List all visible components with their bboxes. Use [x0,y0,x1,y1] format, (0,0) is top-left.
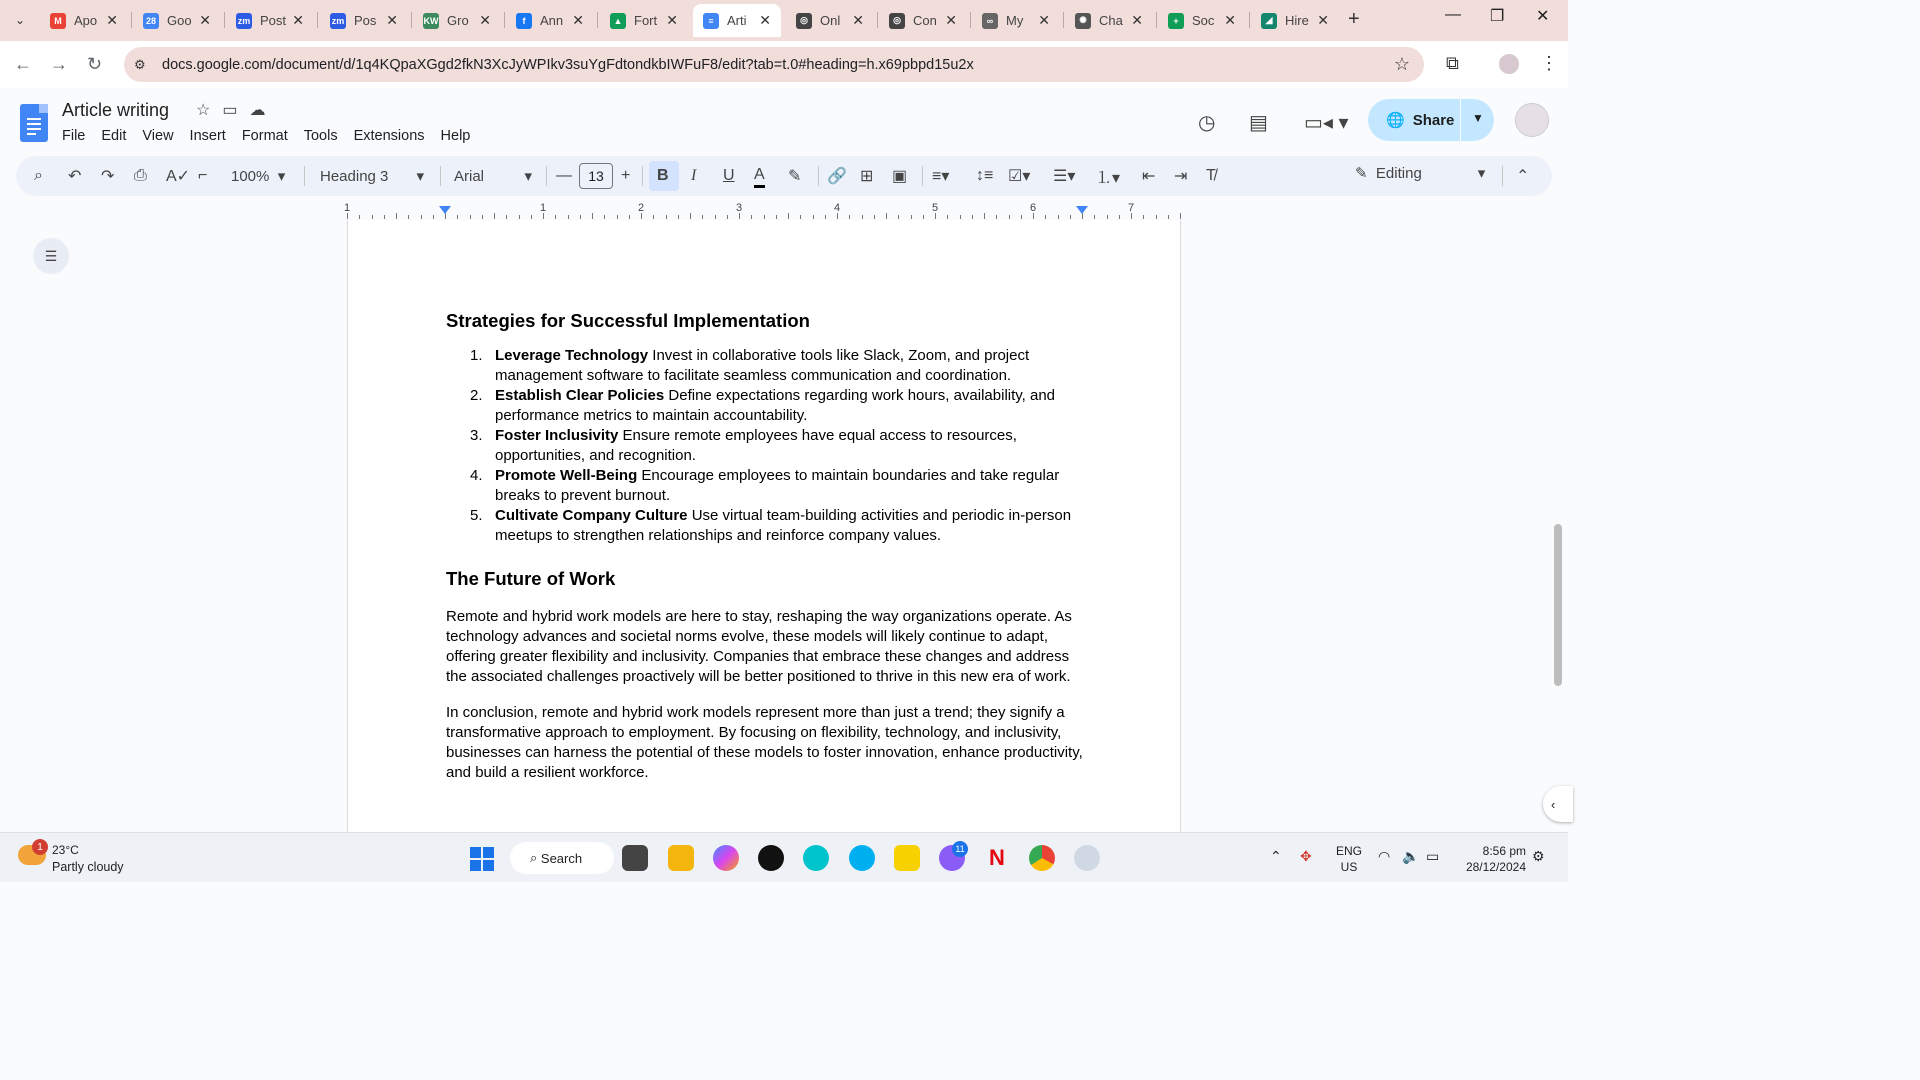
vertical-scrollbar[interactable] [1554,524,1562,686]
netflix-icon[interactable]: N [989,845,1005,870]
browser-tab[interactable] [600,4,688,37]
cloud-saved-icon[interactable]: ☁ [249,102,266,119]
line-spacing-icon[interactable]: ↕≡ [976,167,994,184]
snipping-tool-icon[interactable] [1074,845,1100,871]
bookmark-star-icon[interactable]: ☆ [1393,54,1410,74]
tab-title: Pos [354,13,377,28]
browser-tab-strip [0,0,1568,41]
file-explorer-icon[interactable] [668,845,694,871]
editing-mode-label: Editing [1375,164,1422,182]
tab-favicon-icon: ∞ [982,13,998,29]
battery-icon[interactable]: ▭ [1426,848,1440,864]
tab-title: Ann [540,13,564,28]
clear-formatting-icon[interactable]: T̸ [1206,167,1216,184]
side-panel-toggle-icon[interactable]: ‹ [1543,786,1573,822]
strategies-list [446,346,1086,546]
tab-close-icon[interactable]: ✕ [1131,12,1143,28]
lang-code: ENG [1336,844,1363,858]
list-item-title: Promote Well-Being [495,467,638,484]
tab-close-icon[interactable]: ✕ [572,12,584,28]
profile-avatar[interactable] [1497,52,1521,76]
tab-favicon-icon: ◎ [796,13,812,29]
sticky-notes-icon[interactable] [894,845,920,871]
increase-indent-icon[interactable]: ⇥ [1174,168,1188,185]
menu-view[interactable]: View [142,128,174,144]
tab-favicon-icon: ◎ [889,13,905,29]
canva-icon[interactable] [803,845,829,871]
docs-header [0,88,1568,156]
formatting-toolbar [16,156,1552,196]
document-body[interactable] [446,308,1086,783]
ruler-number: 1 [344,202,351,214]
menu-extensions[interactable]: Extensions [353,128,425,144]
tab-title: My [1006,13,1024,28]
tab-close-icon[interactable]: ✕ [386,12,398,28]
tab-close-icon[interactable]: ✕ [1317,12,1329,28]
highlight-color-icon[interactable]: ✎ [788,168,802,185]
tab-favicon-icon: f [516,13,532,29]
list-item-text: Ensure remote employees have equal access to resources, opportunities, and recognition. [495,427,1017,464]
tab-close-icon[interactable]: ✕ [292,12,304,28]
weather-badge: 1 [32,839,48,855]
docs-logo-icon[interactable] [20,104,48,142]
list-item-text: Invest in collaborative tools like Slack, Zoom, and project management software to facilitate seamless communication and coordination. [495,347,1030,384]
comments-icon[interactable]: ▤ [1249,112,1268,134]
browser-tab[interactable] [1065,4,1153,37]
list-number: 4. [470,467,483,484]
clock-time: 8:56 pm [1482,844,1526,858]
address-bar-row [0,41,1568,88]
tab-search-chevron-icon[interactable]: ⌄ [14,13,26,27]
decrease-indent-icon[interactable]: ⇤ [1142,168,1156,185]
browser-tab[interactable] [226,4,314,37]
move-folder-icon[interactable]: ▭ [222,102,238,119]
menu-format[interactable]: Format [241,128,288,144]
browser-tab[interactable] [879,4,967,37]
weather-desc: Partly cloudy [52,860,124,874]
tab-favicon-icon: zm [236,13,252,29]
browser-tab[interactable] [506,4,594,37]
tab-favicon-icon: 28 [143,13,159,29]
clock[interactable] [1456,843,1526,875]
add-comment-icon[interactable]: ⊞ [860,168,874,185]
menu-tools[interactable]: Tools [303,128,338,144]
menu-help[interactable]: Help [440,128,471,144]
tab-close-icon[interactable]: ✕ [106,12,118,28]
browser-tab[interactable] [133,4,221,37]
numbered-list-icon[interactable]: ⒈▾ [1096,169,1121,187]
tab-favicon-icon: + [1168,13,1184,29]
taskbar-search-label: Search [540,850,583,866]
list-item[interactable] [446,426,1086,466]
horizontal-ruler[interactable] [344,201,1181,219]
list-item[interactable] [446,346,1086,386]
tab-title: Onl [820,13,841,28]
tab-title: Gro [447,13,469,28]
omnibox[interactable] [124,47,1424,82]
task-view-icon[interactable] [622,845,648,871]
messenger-badge: 11 [952,841,968,857]
list-number: 5. [470,507,483,524]
paragraph-future[interactable]: Remote and hybrid work models are here to stay, reshaping the way organizations operate. As technology advances and societal norms evolve, these models will likely continue to adapt, offering greater flexibility and inclusivity. Companies that embrace these changes and address the associated challenges proactively will be better positioned to thrive in this new era of work. [446,608,1072,685]
list-item-title: Cultivate Company Culture [495,507,688,524]
tab-title: Con [913,13,937,28]
style-value: Heading 3 [320,167,389,185]
tab-favicon-icon: zm [330,13,346,29]
browser-tab[interactable] [972,4,1060,37]
list-item-text: Encourage employees to maintain boundaries and take regular breaks to prevent burnout. [495,467,1060,504]
bold-icon[interactable]: B [657,167,669,184]
input-language[interactable] [1336,843,1362,875]
editing-mode-select[interactable] [1355,164,1485,182]
lang-region: US [1340,860,1358,874]
tab-title: Goo [167,13,192,28]
share-dropdown-icon[interactable]: ▼ [1472,111,1484,125]
tab-title: Post [260,13,287,28]
paragraph-conclusion[interactable]: In conclusion, remote and hybrid work models represent more than just a trend; they signify a transformative approach to employment. By focusing on flexibility, technology, and inclusivity, businesses can harness the potential of these models to foster innovation, enhance productivity, and build a resilient workforce. [446,704,1083,781]
undo-icon[interactable]: ↶ [68,168,82,185]
minimize-icon[interactable]: — [1445,6,1461,23]
list-item-text: Define expectations regarding work hours, availability, and performance metrics to maintain accountability. [495,387,1056,424]
left-indent-marker[interactable] [439,206,451,214]
browser-tab[interactable] [320,4,408,37]
menu-bar [62,126,486,146]
tab-close-icon[interactable]: ✕ [945,12,957,28]
menu-insert[interactable]: Insert [189,128,226,144]
show-hidden-icons-icon[interactable]: ⌃ [1270,848,1282,864]
font-size-value: 13 [588,168,604,184]
back-icon[interactable]: ← [14,54,32,74]
browser-tab[interactable] [1158,4,1246,37]
globe-icon: 🌐 [1386,112,1405,129]
ruler-number: 3 [736,202,743,214]
volume-icon[interactable]: 🔈 [1402,848,1420,864]
ruler-number: 5 [932,202,939,214]
site-info-icon[interactable]: ⚙ [134,56,146,72]
zoom-select[interactable]: 100% ▾ [231,167,286,185]
tab-title: Fort [634,13,658,28]
forward-icon[interactable]: → [50,54,68,74]
tab-favicon-icon: ✺ [1075,13,1091,29]
tab-close-icon[interactable]: ✕ [1038,12,1050,28]
reload-icon[interactable]: ↻ [87,54,103,74]
style-select[interactable]: Heading 3 ▾ [320,167,424,185]
list-number: 3. [470,427,483,444]
account-avatar[interactable] [1515,103,1549,137]
tab-close-icon[interactable]: ✕ [199,12,211,28]
tab-title: Hire [1285,13,1309,28]
menu-file[interactable]: File [62,128,86,144]
tab-title: Apo [74,13,98,28]
tab-favicon-icon: ▲ [610,13,626,29]
close-window-icon[interactable]: ✕ [1536,8,1550,25]
text-color-icon[interactable]: A [754,164,765,188]
chevron-down-icon: ▾ [1477,165,1486,182]
ruler-number: 6 [1030,202,1037,214]
share-label: Share [1412,111,1455,129]
tab-title: Arti [727,13,747,28]
pencil-icon: ✎ [1355,165,1368,182]
ruler-number: 2 [638,202,645,214]
chrome-icon[interactable] [1029,845,1055,871]
underline-icon[interactable]: U [723,167,735,184]
ruler-number: 1 [540,202,547,214]
new-tab-button[interactable]: + [1348,8,1360,30]
tab-favicon-icon: ◢ [1261,13,1277,29]
dropbox-icon[interactable]: ✥ [1300,848,1312,864]
list-item-text: Use virtual team-building activities and periodic in-person meetups to strengthen relationships and reinforce company values. [495,507,1072,544]
url-text[interactable]: docs.google.com/document/d/1q4KQpaXGgd2fkN3XcJyWPIkv3suYgFdtondkbIWFuF8/edit?tab=t.0#heading=h.x69pbpd15u2x [162,56,974,73]
spellcheck-icon[interactable]: A✓ [166,168,191,185]
collapse-menus-icon[interactable]: ⌃ [1516,168,1530,185]
clock-date: 28/12/2024 [1465,860,1526,874]
taskbar-search[interactable]: ⌕ Search [510,842,614,874]
browser-tab[interactable] [1251,4,1339,37]
search-menus-icon[interactable]: ⌕ [34,167,43,184]
tab-close-icon[interactable]: ✕ [666,12,678,28]
font-size-input[interactable] [579,163,613,189]
tab-close-icon[interactable]: ✕ [852,12,864,28]
italic-icon[interactable]: I [691,167,697,184]
increase-font-size-icon[interactable]: + [621,167,631,184]
browser-tab[interactable] [786,4,874,37]
align-icon[interactable]: ≡▾ [932,168,950,185]
bulleted-list-icon[interactable]: ☰▾ [1053,168,1076,185]
section-heading-future[interactable]: The Future of Work [446,568,616,589]
insert-link-icon[interactable]: 🔗 [827,168,847,185]
list-item-title: Foster Inclusivity [495,427,619,444]
list-item-title: Leverage Technology [495,347,649,364]
tiktok-icon[interactable] [758,845,784,871]
star-icon[interactable]: ☆ [196,102,211,119]
restore-icon[interactable]: ❐ [1490,8,1505,25]
checklist-icon[interactable]: ☑▾ [1008,168,1031,185]
tab-favicon-icon: KW [423,13,439,29]
zoom-value: 100% [231,167,270,185]
list-item[interactable] [446,506,1086,546]
version-history-icon[interactable]: ◷ [1198,112,1216,134]
right-indent-marker[interactable] [1076,206,1088,214]
browser-tab[interactable] [40,4,128,37]
tab-close-icon[interactable]: ✕ [1224,12,1236,28]
meet-camera-icon[interactable]: ▭◂ ▾ [1304,112,1349,134]
tab-close-icon[interactable]: ✕ [479,12,491,28]
tab-favicon-icon: M [50,13,66,29]
weather-temp: 23°C [52,843,79,857]
section-heading-strategies[interactable]: Strategies for Successful Implementation [446,310,810,331]
skype-icon[interactable] [849,845,875,871]
tab-title: Soc [1192,13,1215,28]
windows-taskbar [0,832,1568,882]
document-outline-icon[interactable]: ☰ [33,238,69,274]
font-select[interactable]: Arial ▾ [454,167,532,185]
menu-edit[interactable]: Edit [101,128,127,144]
browser-tab[interactable] [413,4,501,37]
redo-icon[interactable]: ↷ [101,168,115,185]
list-item-title: Establish Clear Policies [495,387,665,404]
tab-close-icon[interactable]: ✕ [759,12,771,28]
extensions-icon[interactable]: ⧉ [1446,53,1459,73]
document-title[interactable]: Article writing [62,100,170,120]
paint-format-icon[interactable]: ⌐ [198,167,208,184]
copilot-icon[interactable] [713,845,739,871]
share-button[interactable] [1368,99,1494,141]
tab-title: Cha [1099,13,1123,28]
insert-image-icon[interactable]: ▣ [892,168,908,185]
font-value: Arial [454,167,485,185]
browser-tab[interactable] [693,4,781,37]
tab-favicon-icon: ≡ [703,13,719,29]
windows-start-icon[interactable] [470,847,494,871]
ruler-number: 4 [834,202,841,214]
notifications-icon[interactable]: ⚙ [1532,848,1545,864]
browser-menu-icon[interactable]: ⋮ [1540,53,1558,73]
decrease-font-size-icon[interactable]: — [556,167,572,184]
print-icon[interactable]: ⎙ [134,167,147,184]
wifi-icon[interactable]: ◠ [1378,848,1391,864]
list-number: 2. [470,387,483,404]
list-number: 1. [470,347,483,364]
list-item[interactable] [446,386,1086,426]
list-item[interactable] [446,466,1086,506]
ruler-number: 7 [1128,202,1135,214]
